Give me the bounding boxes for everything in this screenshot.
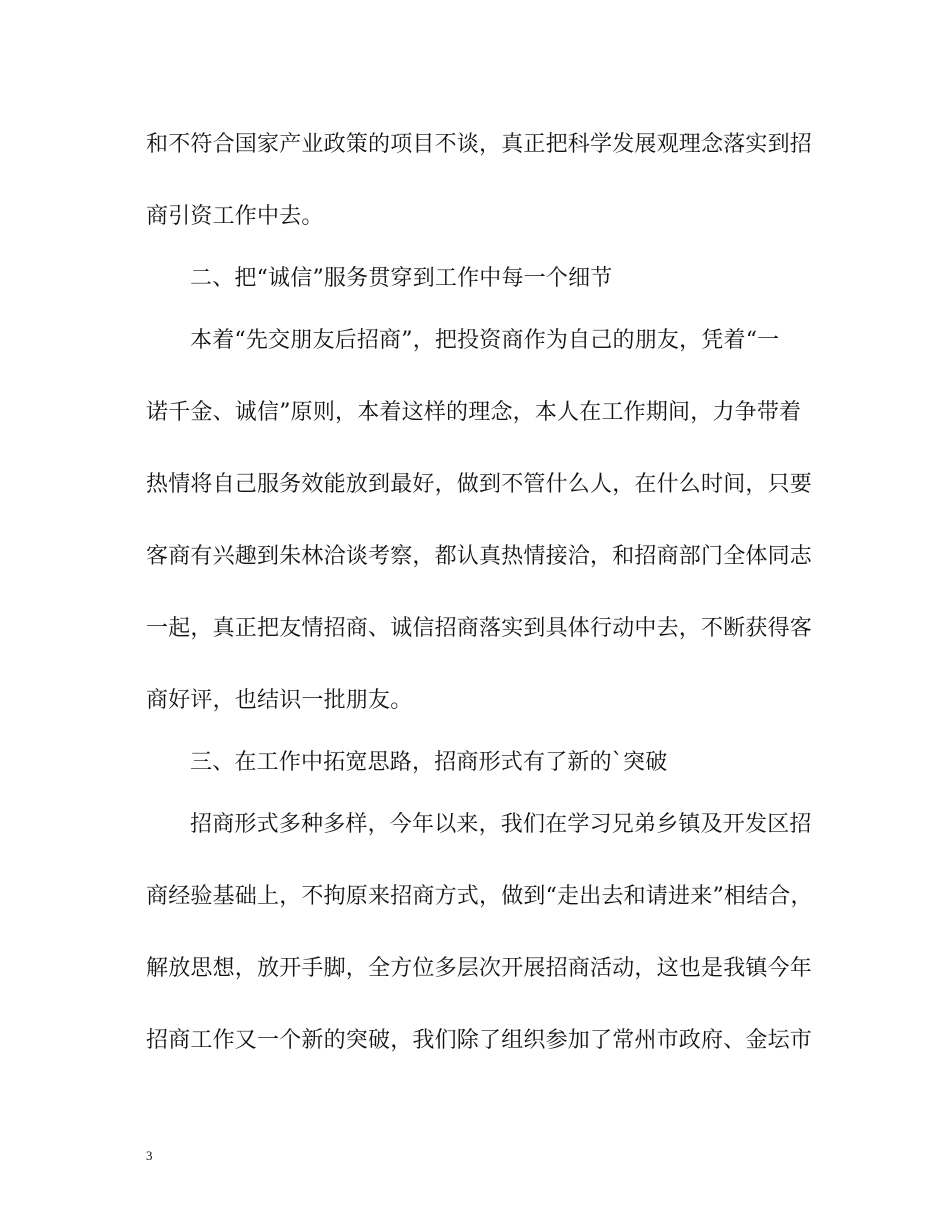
text-line: 热情将自己服务效能放到最好，做到不管什么人，在什么时间，只要 — [146, 472, 813, 497]
text-line: 客商有兴趣到朱林洽谈考察，都认真热情接洽，和招商部门全体同志 — [146, 544, 813, 569]
text-line: 商好评，也结识一批朋友。 — [146, 688, 413, 713]
text-line: 商引资工作中去。 — [146, 204, 324, 229]
text-line: 招商工作又一个新的突破，我们除了组织参加了常州市政府、金坛市 — [146, 1028, 813, 1053]
text-line: 和不符合国家产业政策的项目不谈，真正把科学发展观理念落实到招 — [146, 132, 813, 157]
text-line: 商经验基础上，不拘原来招商方式，做到“走出去和请进来”相结合， — [146, 884, 813, 909]
section-heading: 三、在工作中拓宽思路，招商形式有了新的`突破 — [190, 750, 668, 775]
section-heading: 二、把“诚信”服务贯穿到工作中每一个细节 — [190, 266, 613, 291]
text-line: 一起，真正把友情招商、诚信招商落实到具体行动中去，不断获得客 — [146, 616, 813, 641]
text-line: 招商形式多种多样，今年以来，我们在学习兄弟乡镇及开发区招 — [190, 812, 812, 837]
page-number: 3 — [146, 1148, 153, 1163]
text-line: 本着“先交朋友后招商”，把投资商作为自己的朋友，凭着“一 — [190, 328, 780, 353]
text-line: 解放思想，放开手脚，全方位多层次开展招商活动，这也是我镇今年 — [146, 956, 813, 981]
text-line: 诺千金、诚信”原则，本着这样的理念，本人在工作期间，力争带着 — [146, 400, 802, 425]
